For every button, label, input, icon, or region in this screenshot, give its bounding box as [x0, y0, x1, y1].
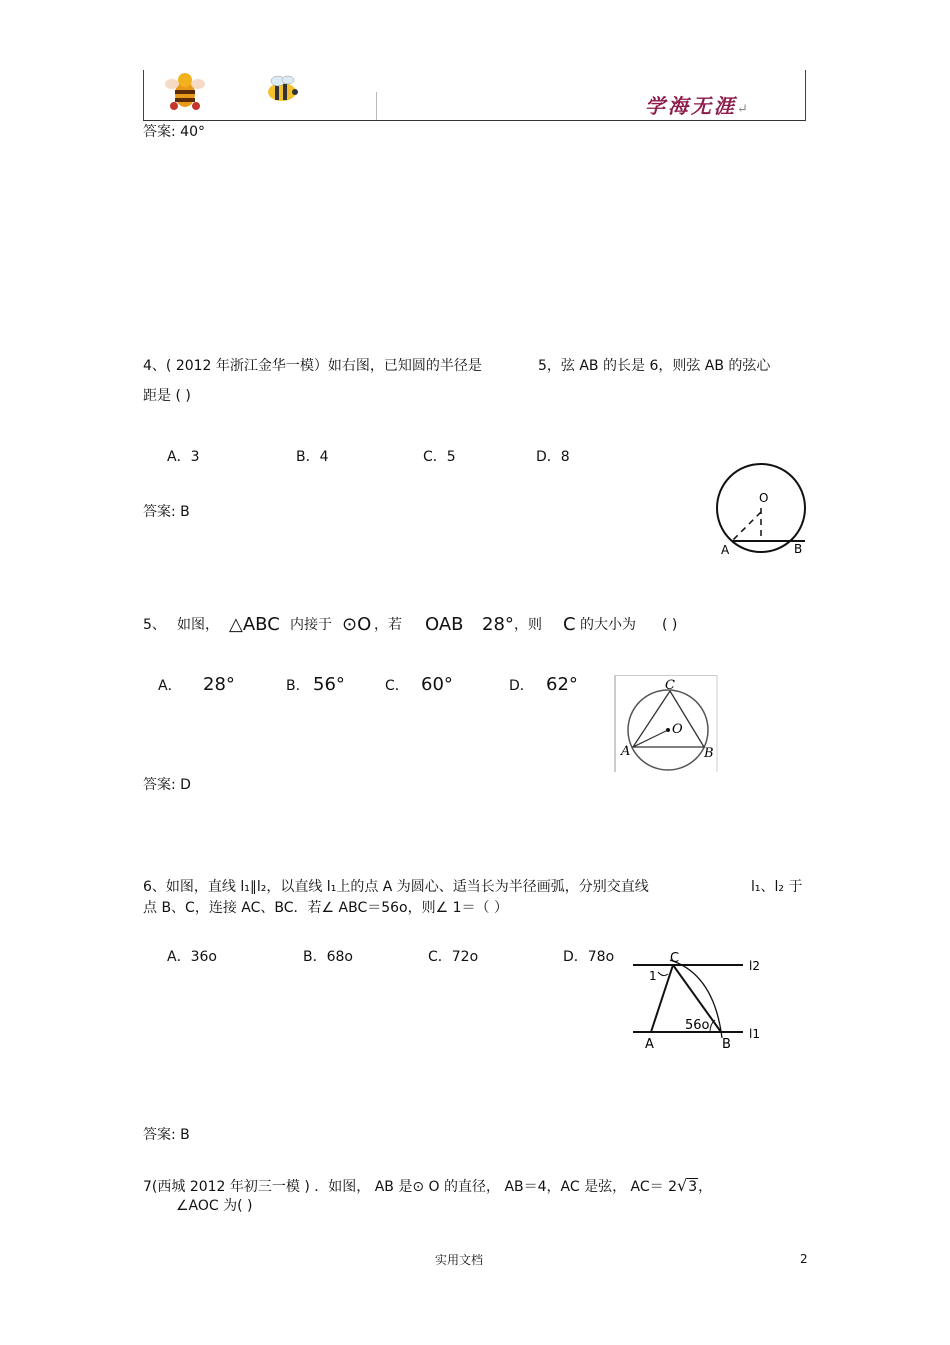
- q4-option-d: D．8: [536, 449, 570, 465]
- q5-label-c: C: [665, 678, 675, 693]
- q6-line1-b: l₁、l₂ 于: [751, 879, 803, 895]
- header-mid-divider: [376, 92, 377, 120]
- bee-icon: [262, 74, 302, 104]
- q4-line1-a: 4、( 2012 年浙江金华一模）如右图，已知圆的半径是: [143, 358, 482, 374]
- q5-number: 5、: [143, 617, 166, 633]
- q5-angle-c: C: [563, 614, 576, 635]
- q6-option-b: B．68o: [303, 949, 353, 965]
- header-right-divider: [805, 70, 806, 121]
- bee-mascot-icon: [160, 70, 210, 112]
- q7-sqrt-value: 3: [688, 1179, 698, 1195]
- q5-text-5: ，若: [374, 617, 402, 633]
- q5-option-c-value: 60°: [421, 674, 453, 695]
- q6-line1-a: 6、如图，直线 l₁∥l₂，以直线 l₁上的点 A 为圆心、适当长为半径画弧，分别交直线: [143, 879, 649, 895]
- page-number: 2: [800, 1252, 808, 1266]
- q5-angle-oab: OAB: [425, 614, 464, 635]
- brand-logo: 学海无涯↵: [645, 94, 751, 118]
- q5-blank: ( ): [662, 617, 678, 633]
- q7-sqrt-sign: √: [677, 1176, 688, 1195]
- q5-answer: 答案: D: [143, 777, 191, 793]
- q4-option-b: B．4: [296, 449, 329, 465]
- q7-line1-text: 7(西城 2012 年初三一模 ) ．如图， AB 是⊙ O 的直径， AB＝4，AC 是弦， AC＝ 2: [143, 1179, 678, 1195]
- q7-line2: ∠AOC 为( ): [176, 1198, 253, 1214]
- q5-option-a-letter: A．: [158, 678, 182, 694]
- q6-line2: 点 B、C，连接 AC、BC．若∠ ABC＝56o，则∠ 1＝（ ）: [143, 900, 508, 916]
- header-left-divider: [143, 70, 144, 121]
- q5-label-a: A: [621, 744, 631, 759]
- footer-caption: 实用文档: [435, 1253, 484, 1267]
- q5-triangle: △ABC: [229, 614, 280, 635]
- q6-label-l2: l2: [749, 959, 760, 973]
- q4-option-c: C．5: [423, 449, 456, 465]
- q6-label-l1: l1: [749, 1027, 760, 1041]
- q4-label-a: A: [721, 543, 730, 557]
- q7-line1: [143, 1176, 712, 1197]
- q5-text-8: ，则: [514, 617, 542, 633]
- q5-option-c-letter: C．: [385, 678, 409, 694]
- q6-label-angle: 56o: [685, 1018, 710, 1033]
- q6-label-b: B: [722, 1037, 731, 1052]
- q5-text-10: 的大小为: [580, 617, 636, 633]
- q5-inscribed-triangle-figure: [614, 675, 718, 773]
- q4-line1-b: 5，弦 AB 的长是 6，则弦 AB 的弦心: [538, 358, 771, 374]
- q4-answer: 答案: B: [143, 504, 190, 520]
- q7-line1-end: ，: [698, 1179, 713, 1195]
- q6-label-a: A: [645, 1037, 654, 1052]
- q5-label-b: B: [704, 746, 714, 761]
- q6-option-d: D．78o: [563, 949, 615, 965]
- q5-option-d-letter: D．: [509, 678, 534, 694]
- q6-answer: 答案: B: [143, 1127, 190, 1143]
- q5-option-d-value: 62°: [546, 674, 578, 695]
- q4-circle-figure: [705, 460, 820, 560]
- q5-option-a-value: 28°: [203, 674, 235, 695]
- q6-option-a: A．36o: [167, 949, 217, 965]
- q6-parallel-lines-figure: [630, 948, 765, 1053]
- q4-label-o: O: [759, 491, 769, 505]
- q4-line2: 距是 ( ): [143, 388, 191, 404]
- q5-option-b-value: 56°: [313, 674, 345, 695]
- q4-label-b: B: [794, 542, 803, 556]
- answer-prev: 答案: 40°: [143, 124, 205, 140]
- q6-option-c: C．72o: [428, 949, 479, 965]
- q5-label-o: O: [672, 722, 683, 737]
- q5-circle-o: ⊙O: [342, 614, 372, 635]
- q5-text-3: 内接于: [290, 617, 332, 633]
- q5-text-1: 如图，: [177, 617, 219, 633]
- q5-option-b-letter: B.: [286, 678, 301, 694]
- header-rule: [143, 120, 805, 121]
- q4-option-a: A．3: [167, 449, 200, 465]
- q6-label-1: 1: [649, 969, 657, 983]
- q5-angle-value: 28°: [482, 614, 514, 635]
- q6-label-c: C: [670, 951, 680, 966]
